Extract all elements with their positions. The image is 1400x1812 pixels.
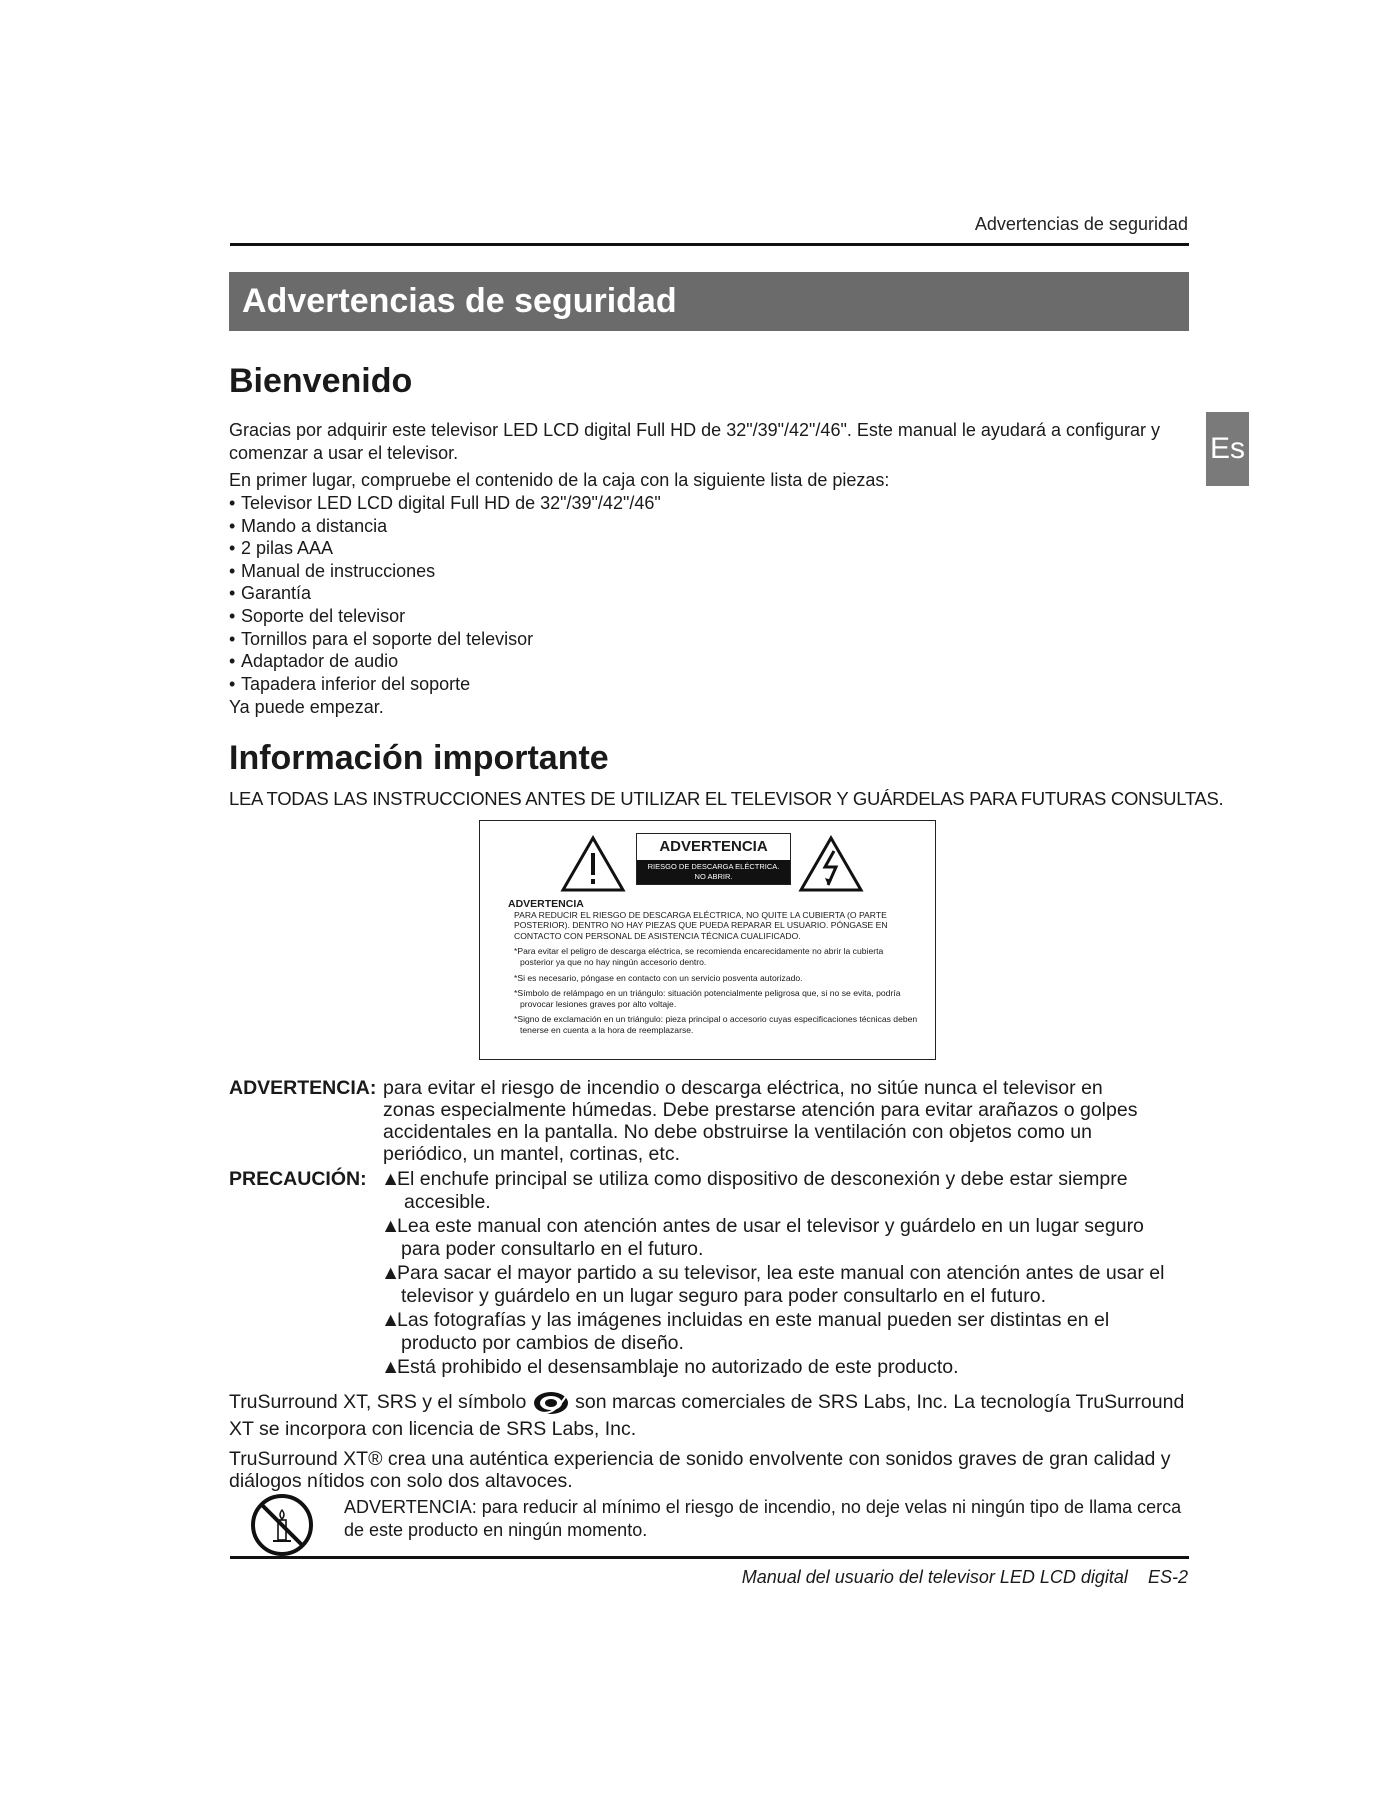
list-item-text: Manual de instrucciones [241,560,436,581]
warning-label-note: *Para evitar el peligro de descarga eléctrica, se recomienda encarecidamente no abrir la cubierta posterior ya que no hay ningún accesorio dentro. [514,946,884,967]
trusurround-text: XT se incorpora con licencia de SRS Labs, Inc. [229,1417,637,1440]
list-item [229,650,661,673]
list-item [229,515,661,538]
warning-label-panel [636,833,791,885]
no-candle-icon [249,1492,315,1558]
list-item-text: Tornillos para el soporte del televisor [241,628,534,649]
exclamation-triangle-icon [560,835,626,893]
caution-triangle-icon: ▲ [381,1309,401,1331]
warning-label-subtitle-line: RIESGO DE DESCARGA ELÉCTRICA. [647,862,780,871]
parts-list [229,492,661,695]
running-header: Advertencias de seguridad [974,214,1188,234]
caution-item-line: Para sacar el mayor partido a su televisor, lea este manual con atención antes de usar el [397,1262,1165,1284]
list-item [229,560,661,583]
caution-item [381,1168,1201,1214]
caution-triangle-icon: ▲ [381,1168,401,1190]
candle-warning-line: ADVERTENCIA: para reducir al mínimo el riesgo de incendio, no deje velas ni ningún tipo de llama cerca [344,1497,1182,1517]
caution-item-line: accesible. [404,1191,491,1213]
list-item [229,628,661,651]
list-item [229,673,661,696]
advertencia-text [383,1077,1193,1165]
caution-triangle-icon: ▲ [381,1262,401,1284]
caution-item-line: Lea este manual con atención antes de usar el televisor y guárdelo en un lugar seguro [397,1215,1144,1237]
warning-label-text [508,899,918,1041]
advertencia-line: accidentales en la pantalla. No debe obstruirse la ventilación con objetos como un [383,1121,1092,1143]
precaucion-list [381,1168,1201,1379]
precaucion-label: PRECAUCIÓN: [229,1168,367,1190]
candle-warning-line: de este producto en ningún momento. [344,1519,648,1540]
warning-label-head: ADVERTENCIA [508,898,584,910]
advertencia-label: ADVERTENCIA: [229,1077,377,1099]
advertencia-line: periódico, un mantel, cortinas, etc. [383,1143,680,1165]
caution-triangle-icon: ▲ [381,1356,401,1378]
welcome-intro [229,419,1189,464]
page-footer [742,1567,1188,1588]
list-item-text: Adaptador de audio [241,651,399,672]
list-item-text: Soporte del televisor [241,605,406,626]
srs-logo-icon [532,1390,570,1416]
read-instructions-line: LEA TODAS LAS INSTRUCCIONES ANTES DE UTILIZAR EL TELEVISOR Y GUÁRDELAS PARA FUTURAS CONSULTAS. [229,788,1224,809]
caution-item-line: El enchufe principal se utiliza como dispositivo de desconexión y debe estar siempre [397,1168,1128,1190]
footer-manual-title: Manual del usuario del televisor LED LCD digital [741,1567,1128,1587]
welcome-heading: Bienvenido [229,362,413,400]
list-item-text: Mando a distancia [241,515,388,536]
language-tab: Es [1206,412,1249,486]
warning-label-note: *Signo de exclamación en un triángulo: pieza principal o accesorio cuyas especificaciones técnicas deben tenerse en cuenta a la hora de reemplazarse. [514,1014,918,1035]
trusurround-paragraph [229,1389,1209,1442]
welcome-intro-line: Gracias por adquirir este televisor LED LCD digital Full HD de 32"/39"/42"/46". Este manual le ayudará a configurar y [229,420,1161,440]
trusurround-description-line: diálogos nítidos con solo dos altavoces. [229,1470,573,1492]
list-item-text: Tapadera inferior del soporte [241,673,471,694]
welcome-closing: Ya puede empezar. [229,697,384,717]
important-heading: Información importante [229,739,609,777]
list-item [229,605,661,628]
caution-item [381,1309,1201,1355]
shock-warning-label [479,820,936,1060]
caution-item [381,1215,1201,1261]
welcome-intro-line: comenzar a usar el televisor. [229,442,459,463]
caution-item-line: Las fotografías y las imágenes incluidas en este manual pueden ser distintas en el [397,1309,1110,1331]
trusurround-text: son marcas comerciales de SRS Labs, Inc. La tecnología TruSurround [575,1391,1185,1413]
caution-item-line: Está prohibido el desensamblaje no autorizado de este producto. [397,1356,959,1378]
caution-item [381,1262,1201,1308]
check-contents-line: En primer lugar, compruebe el contenido de la caja con la siguiente lista de piezas: [229,470,890,490]
warning-label-note: *Si es necesario, póngase en contacto con un servicio posventa autorizado. [514,972,803,983]
trusurround-description [229,1448,1219,1492]
page-title-bar: Advertencias de seguridad [229,272,1189,331]
candle-warning-text [344,1496,1194,1541]
warning-label-subtitle-line: NO ABRIR. [694,872,733,881]
page-number: ES-2 [1147,1567,1188,1587]
list-item [229,537,661,560]
lightning-triangle-icon [798,835,864,893]
advertencia-line: para evitar el riesgo de incendio o descarga eléctrica, no sitúe nunca el televisor en [383,1077,1103,1099]
list-item [229,492,661,515]
caution-triangle-icon: ▲ [381,1215,401,1237]
caution-item-line: televisor y guárdelo en un lugar seguro para poder consultarlo en el futuro. [401,1285,1046,1307]
list-item-text: 2 pilas AAA [241,538,334,559]
header-rule [230,243,1189,246]
list-item [229,582,661,605]
caution-item [381,1356,1201,1379]
caution-item-line: producto por cambios de diseño. [401,1332,684,1354]
trusurround-description-line: TruSurround XT® crea una auténtica experiencia de sonido envolvente con sonidos graves de gran calidad y [229,1448,1171,1470]
warning-label-paragraph: PARA REDUCIR EL RIESGO DE DESCARGA ELÉCTRICA, NO QUITE LA CUBIERTA (O PARTE POSTERIOR). DENTRO NO HAY PIEZAS QUE PUEDA REPARAR EL USUARIO. PÓNGASE EN CONTACTO CON PERSONAL DE ASISTENCIA TÉCNICA CUALIFICADO. [514,909,888,941]
caution-item-line: para poder consultarlo en el futuro. [401,1238,704,1260]
warning-label-title: ADVERTENCIA [659,838,768,855]
list-item-text: Televisor LED LCD digital Full HD de 32"/39"/42"/46" [241,493,661,513]
list-item-text: Garantía [241,583,312,604]
trusurround-text: TruSurround XT, SRS y el símbolo [229,1391,527,1413]
footer-rule [230,1556,1189,1559]
advertencia-line: zonas especialmente húmedas. Debe prestarse atención para evitar arañazos o golpes [383,1099,1138,1121]
warning-label-note: *Símbolo de relámpago en un triángulo: situación potencialmente peligrosa que, si no se evita, podría provocar lesiones graves por alto voltaje. [514,988,901,1009]
warning-label-subtitle [637,860,790,884]
